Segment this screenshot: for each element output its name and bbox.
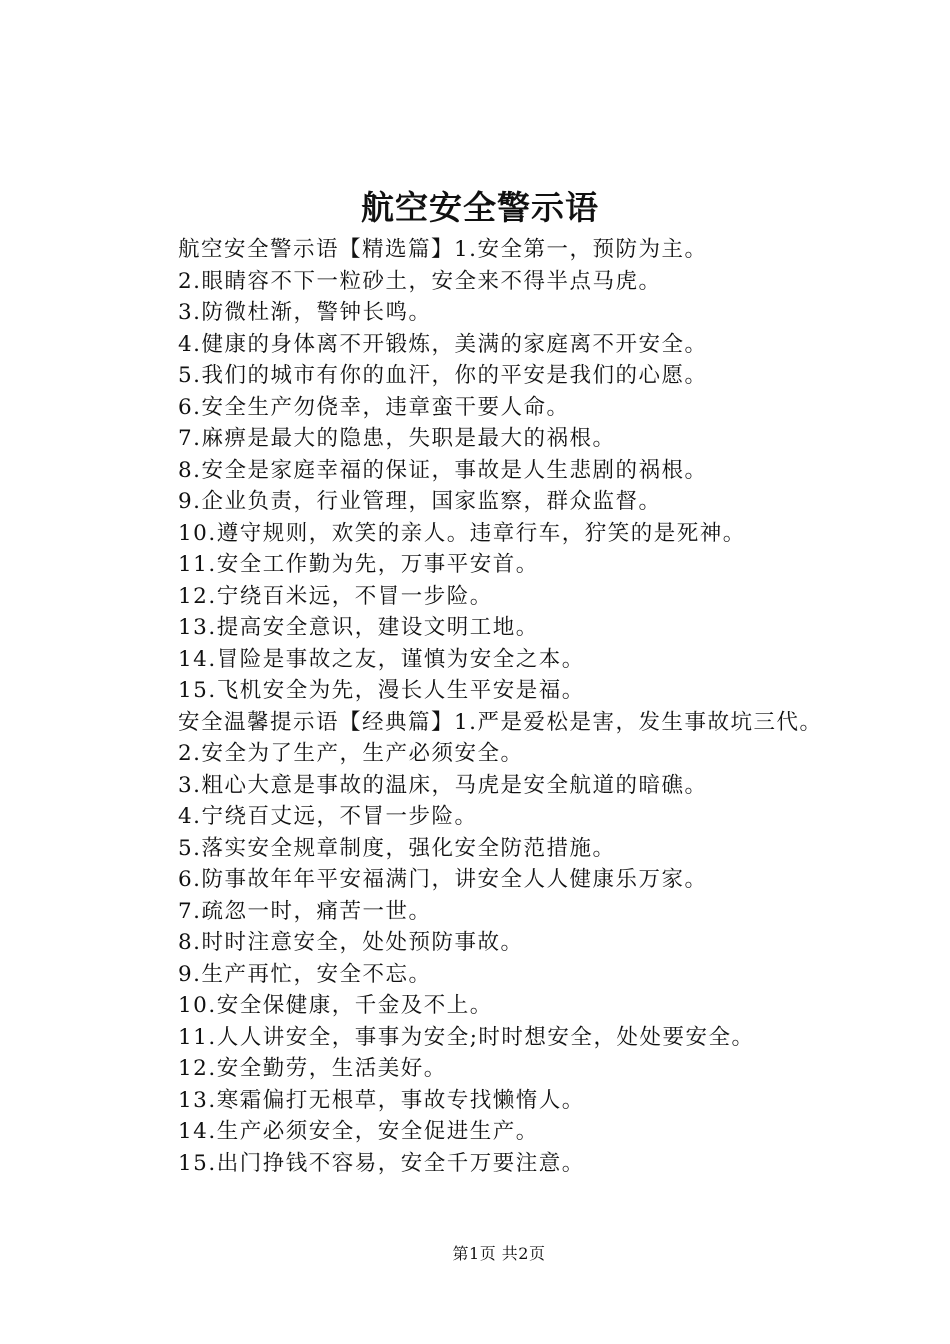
paragraph: 15.飞机安全为先，漫长人生平安是福。	[178, 678, 585, 703]
paragraph: 11.人人讲安全，事事为安全;时时想安全，处处要安全。	[178, 1024, 755, 1050]
paragraph: 14.冒险是事故之友，谨慎为安全之本。	[178, 646, 585, 672]
paragraph: 4.健康的身体离不开锻炼，美满的家庭离不开安全。	[178, 331, 708, 357]
paragraph: 8.安全是家庭幸福的保证，事故是人生悲剧的祸根。	[178, 457, 708, 483]
paragraph: 12.安全勤劳，生活美好。	[178, 1056, 447, 1081]
paragraph: 2.眼睛容不下一粒砂土，安全来不得半点马虎。	[178, 268, 662, 294]
paragraph: 9.生产再忙，安全不忘。	[178, 961, 432, 987]
paragraph: 5.落实安全规章制度，强化安全防范措施。	[178, 835, 616, 861]
paragraph: 5.我们的城市有你的血汗，你的平安是我们的心愿。	[178, 363, 708, 388]
paragraph: 6.防事故年年平安福满门，讲安全人人健康乐万家。	[178, 867, 708, 892]
paragraph: 11.安全工作勤为先，万事平安首。	[178, 552, 539, 577]
paragraph: 航空安全警示语【精选篇】1.安全第一，预防为主。	[178, 237, 708, 262]
document-body	[128, 234, 840, 1179]
paragraph: 12.宁绕百米远，不冒一步险。	[178, 583, 493, 609]
paragraph: 13.提高安全意识，建设文明工地。	[178, 615, 539, 640]
paragraph: 9.企业负责，行业管理，国家监察，群众监督。	[178, 489, 662, 514]
page-footer: 第1页 共2页	[452, 1244, 546, 1263]
document-title: 航空安全警示语	[361, 188, 599, 227]
paragraph: 13.寒霜偏打无根草，事故专找懒惰人。	[178, 1087, 585, 1113]
paragraph: 3.防微杜渐，警钟长鸣。	[178, 300, 432, 325]
paragraph: 2.安全为了生产，生产必须安全。	[178, 741, 524, 766]
paragraph: 7.麻痹是最大的隐患，失职是最大的祸根。	[178, 426, 616, 451]
paragraph: 3.粗心大意是事故的温床，马虎是安全航道的暗礁。	[178, 772, 708, 798]
paragraph: 7.疏忽一时，痛苦一世。	[178, 898, 432, 924]
paragraph: 14.生产必须安全，安全促进生产。	[178, 1119, 539, 1144]
paragraph: 10.遵守规则，欢笑的亲人。违章行车，狞笑的是死神。	[178, 520, 746, 546]
paragraph: 6.安全生产勿侥幸，违章蛮干要人命。	[178, 394, 570, 420]
paragraph: 4.宁绕百丈远，不冒一步险。	[178, 804, 478, 829]
paragraph: 8.时时注意安全，处处预防事故。	[178, 930, 524, 955]
paragraph: 15.出门挣钱不容易，安全千万要注意。	[178, 1150, 585, 1176]
paragraph: 安全温馨提示语【经典篇】1.严是爱松是害，发生事故坑三代。	[178, 709, 823, 735]
paragraph: 10.安全保健康，千金及不上。	[178, 993, 493, 1018]
